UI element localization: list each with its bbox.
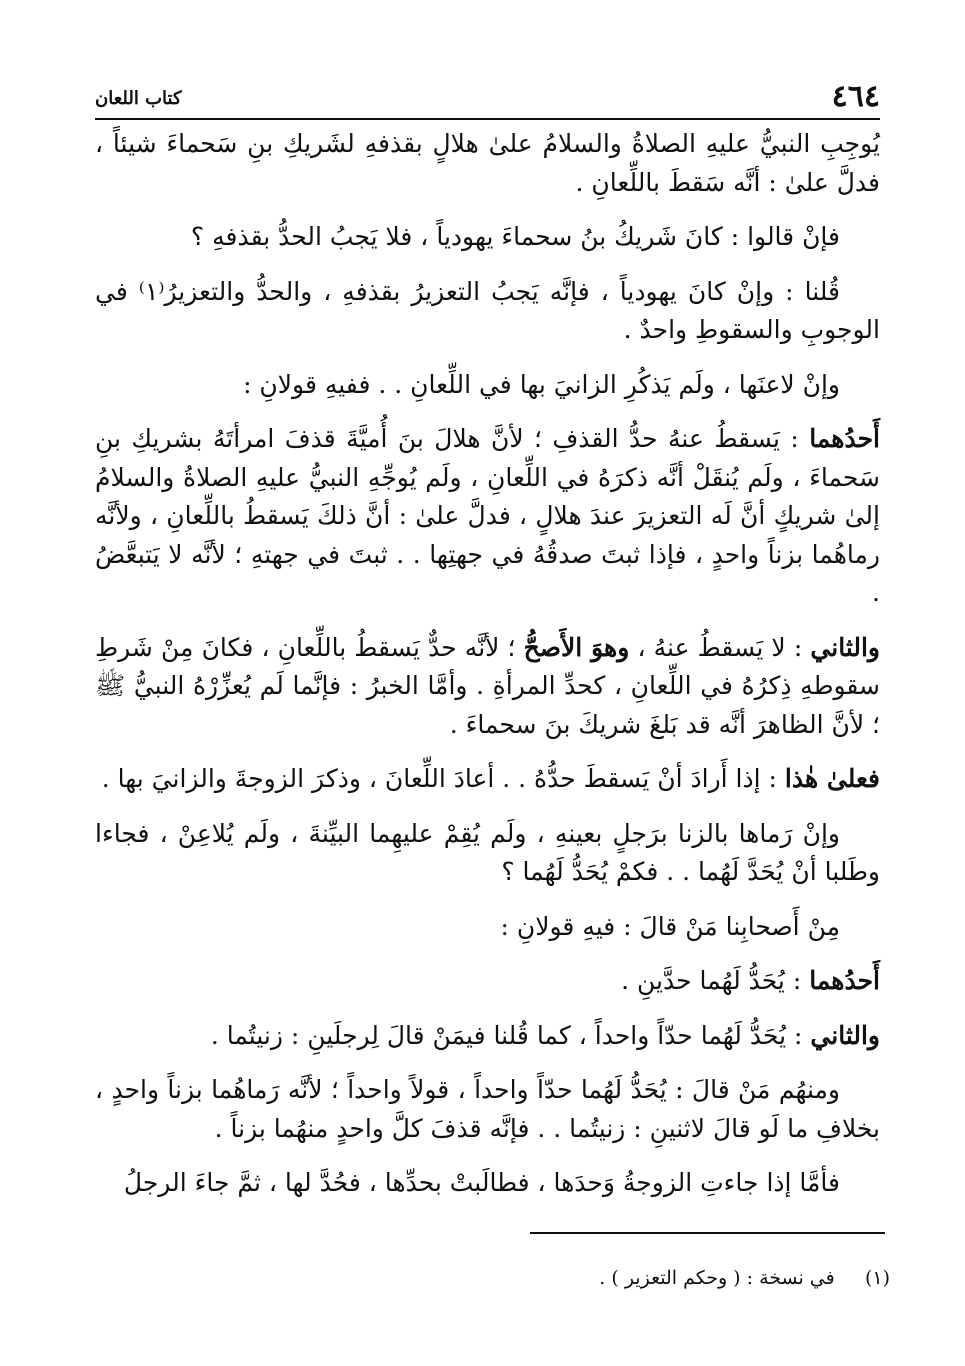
paragraph: وإنْ لاعنَها ، ولَم يَذكُرِ الزانيَ بها في اللِّعانِ . . ففيهِ قولانِ :	[243, 369, 840, 399]
paragraph-lead: فعلىٰ هٰذا	[784, 764, 880, 793]
paragraph	[95, 629, 880, 745]
paragraph: وإنْ رَماها بالزنا برَجلٍ بعينهِ ، ولَم يُقِمْ عليهِما البيِّنةَ ، ولَم يُلاعِنْ ، فجاءا وطَلبا أنْ يُحَدَّ لَهُما . . فكمْ يُحَدُّ لَهُما ؟	[95, 818, 880, 886]
paragraph-text: : يَسقطُ عنهُ حدُّ القذفِ ؛ لأنَّ هلالَ بنَ أُميَّةَ قذفَ امرأتَهُ بشريكِ بنِ سَحماءَ ، ولَم يُنقَلْ أنَّه ذكرَهُ في اللِّعانِ ، ولَم يُوجِّهِ النبيُّ عليهِ الصلاةُ والسلامُ إلىٰ شريكٍ أنَّ لَه التعزيرَ عندَ هلالٍ ، فدلَّ علىٰ : أنَّ ذلكَ يَسقطُ باللِّعانِ ، ولأنَّه رماهُما بزناً واحدٍ ، فإذا ثبتَ صدقُهُ في جهتِها . . ثبتَ في جهتهِ ؛ لأنَّه لا يَتبعَّضُ .	[95, 424, 880, 607]
footnote-divider	[530, 1232, 885, 1234]
paragraph-lead: والثاني	[810, 1020, 880, 1050]
paragraph	[95, 760, 880, 799]
paragraph-text: : يُحَدُّ لَهُما حدَّينِ .	[621, 966, 810, 995]
paragraph-lead: أَحدُهما	[809, 966, 880, 995]
page-number: ٤٦٤	[831, 79, 880, 114]
paragraph	[95, 962, 880, 1001]
paragraph	[95, 420, 880, 613]
paragraph: مِنْ أَصحابِنا مَنْ قالَ : فيهِ قولانِ :	[500, 911, 840, 941]
footnote	[95, 1264, 890, 1292]
paragraph-text: : إذا أَرادَ أنْ يَسقطَ حدُّهُ . . أعادَ اللِّعانَ ، وذكرَ الزوجةَ والزانيَ بها .	[101, 764, 785, 793]
body-text	[95, 125, 880, 1219]
paragraph-text: ؛ لأنَّه حدٌّ يَسقطُ باللِّعانِ ، فكانَ مِنْ شَرطِ سقوطهِ ذِكرُهُ في اللِّعانِ ، كحدِّ المرأةِ . وأمَّا الخبرُ : فإنَّما لَم يُعزِّرْهُ النبيُّ ﷺ ؛ لأنَّ الظاهرَ أنَّه قد بَلغَ شريكَ بنَ سحماءَ .	[95, 632, 880, 739]
paragraph: قُلنا : وإنْ كانَ يهودياً ، فإنَّه يَجبُ التعزيرُ بقذفهِ ، والحدُّ والتعزيرُ⁽١⁾ في الوجوبِ والسقوطِ واحدٌ .	[95, 276, 880, 344]
paragraph: فأمَّا إذا جاءتِ الزوجةُ وَحدَها ، فطالَبتْ بحدِّها ، فحُدَّ لها ، ثمَّ جاءَ الرجلُ	[123, 1168, 840, 1197]
page-header	[95, 78, 880, 120]
paragraph	[95, 1017, 880, 1056]
paragraph: ومنهُم مَنْ قالَ : يُحَدُّ لَهُما حدّاً واحداً ، قولاً واحداً ؛ لأنَّه رَماهُما بزناً واحدٍ ، بخلافِ ما لَو قالَ لاثنينِ : زنيتُما . . فإنَّه قذفَ كلَّ واحدٍ منهُما بزناً .	[95, 1075, 880, 1143]
footnote-text: في نسخة : ( وحكم التعزير ) .	[599, 1267, 835, 1289]
paragraph-lead: أَحدُهما	[809, 424, 880, 453]
paragraph-text: : لا يَسقطُ عنهُ ،	[629, 632, 811, 662]
paragraph: فإنْ قالوا : كانَ شَريكُ بنُ سحماءَ يهودياً ، فلا يَجبُ الحدُّ بقذفهِ ؟	[190, 222, 840, 251]
paragraph-lead: والثاني	[810, 632, 880, 662]
paragraph-text: : يُحَدُّ لَهُما حدّاً واحداً ، كما قُلنا فيمَنْ قالَ لِرجلَينِ : زنيتُما .	[210, 1020, 811, 1050]
paragraph: يُوجِبِ النبيُّ عليهِ الصلاةُ والسلامُ علىٰ هلالٍ بقذفهِ لشَريكِ بنِ سَحماءَ شيئاً ، فدلَّ علىٰ : أنَّه سَقطَ باللِّعانِ .	[95, 129, 880, 197]
paragraph-lead: وهوَ الأَصحُّ	[523, 632, 630, 662]
running-title: كتاب اللعان	[95, 88, 182, 109]
footnote-marker: (١)	[864, 1267, 890, 1289]
